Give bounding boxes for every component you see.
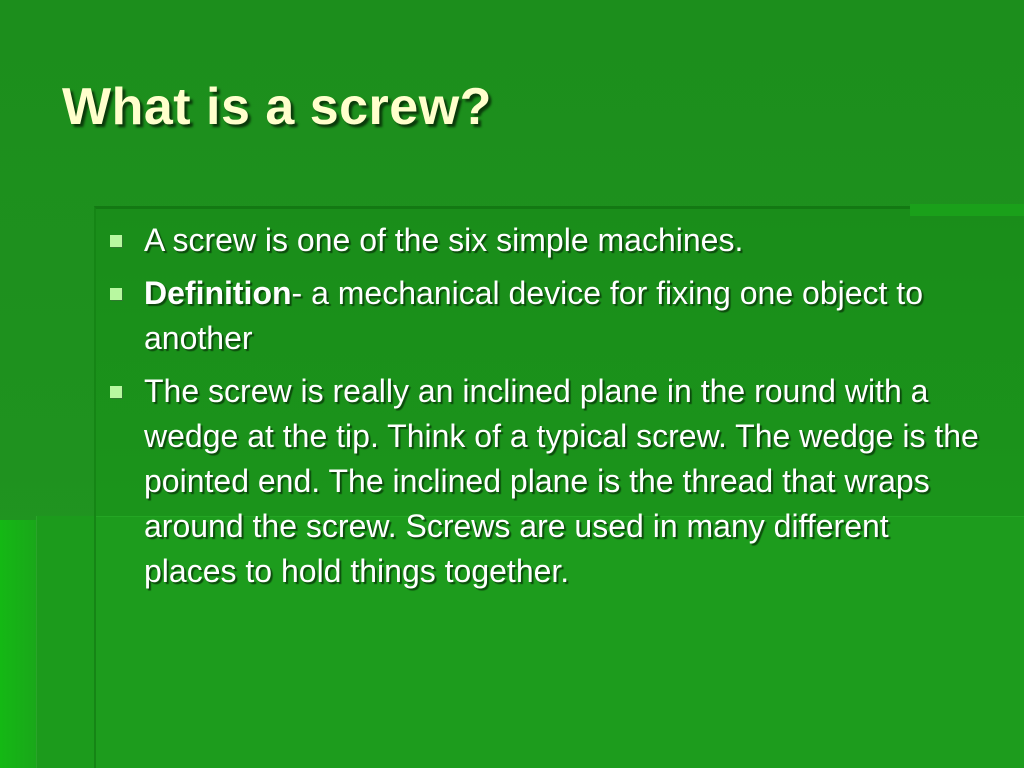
slide-title: What is a screw?: [62, 78, 492, 136]
bullet-item-3: [104, 369, 984, 594]
decorative-panel-mid: [36, 516, 97, 768]
bullet-text: The screw is really an inclined plane in the round with a wedge at the tip. Think of a typical screw. The wedge is the pointed end. The inclined plane is the thread that wraps around the screw. Screws are used in many different places to hold things together.: [144, 373, 979, 589]
bullet-text: - a mechanical device for fixing one object to another: [144, 275, 923, 356]
decorative-strip-topright: [910, 204, 1024, 216]
bullet-term: Definition: [144, 275, 292, 311]
bullet-text: A screw is one of the six simple machines.: [144, 222, 744, 258]
bullet-list: [104, 218, 984, 602]
square-bullet-icon: [110, 288, 122, 300]
square-bullet-icon: [110, 386, 122, 398]
bullet-item-1: [104, 218, 984, 263]
bullet-item-2: [104, 271, 984, 361]
square-bullet-icon: [110, 235, 122, 247]
decorative-panel-left: [0, 520, 40, 768]
